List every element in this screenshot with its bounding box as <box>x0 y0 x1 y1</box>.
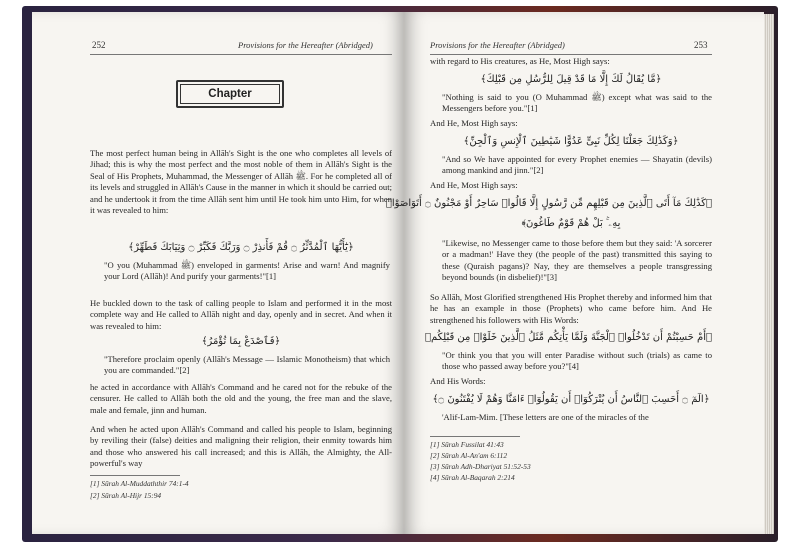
left-page-number: 252 <box>92 40 106 50</box>
right-footnote-rule <box>430 436 520 437</box>
page-edges <box>764 14 774 534</box>
right-footnote-3: [3] Sūrah Adh-Dhariyat 51:52-53 <box>430 462 531 471</box>
right-paragraph-2: 'Alif-Lam-Mim. [These letters are one of the miracles of the <box>442 412 649 422</box>
right-quote-3: "Likewise, no Messenger came to those before them but they said: 'A sorcerer or a madman!' Have they (the people of the past) transmitted this saying to these (Quraish pagans)? Nay, they are themselves a people transgressing beyond bounds (in disbelief)!"[3] <box>442 238 712 283</box>
right-line-3: And He, Most High says: <box>430 180 518 190</box>
chapter-heading-box <box>176 80 284 108</box>
left-paragraph-4: And when he acted upon Allāh's Command and called his people to Islam, beginning by reviling their (false) deities and maligning their religion, their enmity towards him and those who answered his call increased; and this is Allāh, the Almighty, the All-powerful's way <box>90 424 392 469</box>
right-quote-2: "And so We have appointed for every Prophet enemies — Shayatin (devils) among mankind and jinn."[2] <box>442 154 712 176</box>
right-footnote-2: [2] Sūrah Al-An'am 6:112 <box>430 451 508 460</box>
right-line-2: And He, Most High says: <box>430 118 518 128</box>
right-running-head: Provisions for the Hereafter (Abridged) <box>430 40 565 50</box>
right-arabic-verse-5: ﴿الٓمٓ ۝ أَحَسِبَ ٱلنَّاسُ أَن يُتْرَكُوٓا۟ أَن يَقُولُوٓا۟ ءَامَنَّا وَهُمْ لَا يُفْتَنُونَ ۝﴾ <box>432 394 710 405</box>
right-arabic-verse-4: ﴿أَمْ حَسِبْتُمْ أَن تَدْخُلُوا۟ ٱلْجَنَّةَ وَلَمَّا يَأْتِكُم مَّثَلُ ٱلَّذِينَ خَلَوْا۟ مِن قَبْلِكُم﴾ <box>424 332 712 343</box>
left-page <box>32 12 404 534</box>
left-paragraph-2: He buckled down to the task of calling people to Islam and performed it in the most complete way and He called to Allāh night and day, openly and in secret. And when it was revealed to him: <box>90 298 392 331</box>
right-arabic-verse-2: ﴿وَكَذَٰلِكَ جَعَلْنَا لِكُلِّ نَبِىٍّ عَدُوًّا شَيَٰطِينَ ٱلْإِنسِ وَٱلْجِنِّ﴾ <box>463 136 679 147</box>
left-quote-2: "Therefore proclaim openly (Allāh's Message — Islamic Monotheism) that which you are commanded."[2] <box>104 354 390 376</box>
left-arabic-verse-1: ﴿يَٰٓأَيُّهَا ٱلْمُدَّثِّرُ ۝ قُمْ فَأَنذِرْ ۝ وَرَبَّكَ فَكَبِّرْ ۝ وَثِيَابَكَ فَطَهِّرْ﴾ <box>128 242 354 253</box>
left-footnote-rule <box>90 475 180 476</box>
right-paragraph-1: So Allāh, Most Glorified strengthened His Prophet thereby and informed him that he has an example in those (Prophets) who came before him. And He strengthened his followers with His Words: <box>430 292 712 325</box>
left-arabic-verse-2: ﴿فَٱصْدَعْ بِمَا تُؤْمَرُ﴾ <box>201 336 281 347</box>
right-arabic-verse-3b: بِهِۦ ۚ بَلْ هُمْ قَوْمٌ طَاغُونَ﴾ <box>521 218 621 229</box>
right-quote-1: "Nothing is said to you (O Muhammad ﷺ) except what was said to the Messengers before you."[1] <box>442 92 712 114</box>
left-running-head: Provisions for the Hereafter (Abridged) <box>238 40 373 50</box>
left-paragraph-1: The most perfect human being in Allāh's Sight is the one who completes all levels of Jihad; this is why the most perfect and the most noble of them in Allāh's Sight is the Seal of His Prophets, Muhammad, the Messenger of Allāh ﷺ. For he completed all of its levels and struggled in Allāh's Cause in the manner in which it should be carried out; and he undertook it from the time Allāh sent him until He took him unto Him, for when it was revealed to him: <box>90 148 393 216</box>
chapter-label: Chapter <box>208 88 252 100</box>
right-line-4: And His Words: <box>430 376 486 386</box>
right-footnote-1: [1] Sūrah Fussilat 41:43 <box>430 440 504 449</box>
right-header-rule <box>430 54 712 55</box>
left-header-rule <box>90 54 392 55</box>
right-footnote-4: [4] Sūrah Al-Baqarah 2:214 <box>430 473 515 482</box>
right-line-1: with regard to His creatures, as He, Most High says: <box>430 56 610 66</box>
left-paragraph-3: he acted in accordance with Allāh's Command and he cared not for the rebuke of the censurer. He called to Allāh both the old and the young, the free man and the slave, male and female, jinn and human. <box>90 382 392 415</box>
right-arabic-verse-3a: ﴿كَذَٰلِكَ مَآ أَتَى ٱلَّذِينَ مِن قَبْلِهِم مِّن رَّسُولٍ إِلَّا قَالُوا۟ سَاحِرٌ أَوْ مَجْنُونٌ ۝ أَتَوَاصَوْا۟ <box>385 198 712 209</box>
right-quote-4: "Or think you that you will enter Paradise without such (trials) as came to those who passed away before you?"[4] <box>442 350 712 372</box>
right-page-number: 253 <box>694 40 708 50</box>
left-footnote-1: [1] Sūrah Al-Muddaththir 74:1-4 <box>90 479 189 488</box>
left-quote-1: "O you (Muhammad ﷺ) enveloped in garments! Arise and warn! And magnify your Lord (Allāh)! And purify your garments!"[1] <box>104 260 390 282</box>
right-arabic-verse-1: ﴿مَّا يُقَالُ لَكَ إِلَّا مَا قَدْ قِيلَ لِلرُّسُلِ مِن قَبْلِكَ﴾ <box>480 74 662 85</box>
right-page <box>385 12 764 534</box>
left-footnote-2: [2] Sūrah Al-Hijr 15:94 <box>90 491 162 500</box>
